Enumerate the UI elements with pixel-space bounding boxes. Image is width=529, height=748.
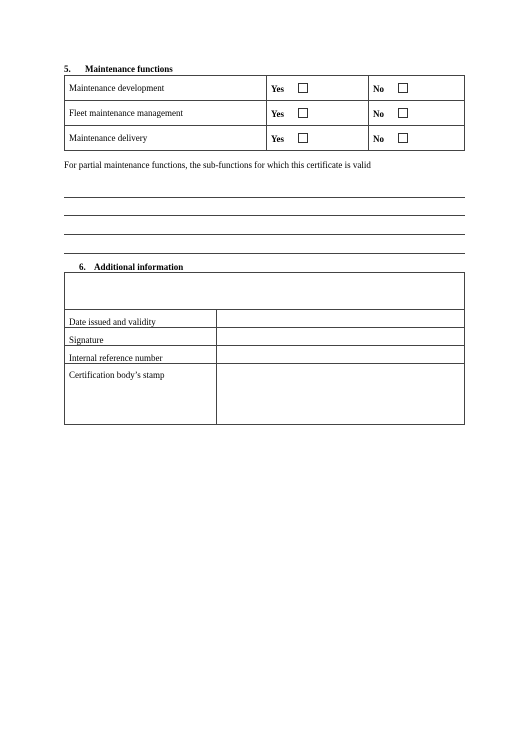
yes-cell xyxy=(267,126,369,151)
additional-information-table xyxy=(64,272,465,425)
no-label: No xyxy=(373,83,384,94)
no-label: No xyxy=(373,133,384,144)
table-row xyxy=(65,328,465,346)
yes-checkbox[interactable] xyxy=(298,83,308,93)
section-5-number: 5. xyxy=(64,64,71,74)
row-label: Date issued and validity xyxy=(65,310,217,328)
no-checkbox[interactable] xyxy=(398,83,408,93)
yes-label: Yes xyxy=(271,133,284,144)
value-cell[interactable] xyxy=(217,328,465,346)
fill-in-line[interactable] xyxy=(64,215,465,216)
no-cell xyxy=(369,76,465,101)
table-row xyxy=(65,76,465,101)
partial-functions-note: For partial maintenance functions, the sub-functions for which this certificate is valid xyxy=(64,160,371,170)
yes-label: Yes xyxy=(271,108,284,119)
row-label: Maintenance delivery xyxy=(65,126,267,151)
yes-cell xyxy=(267,76,369,101)
value-cell[interactable] xyxy=(217,310,465,328)
row-label: Certification body’s stamp xyxy=(65,364,217,425)
no-checkbox[interactable] xyxy=(398,133,408,143)
table-row xyxy=(65,101,465,126)
no-checkbox[interactable] xyxy=(398,108,408,118)
value-cell[interactable] xyxy=(217,346,465,364)
table-row xyxy=(65,310,465,328)
table-row xyxy=(65,346,465,364)
section-5-heading xyxy=(64,64,173,74)
row-label: Signature xyxy=(65,328,217,346)
yes-cell xyxy=(267,101,369,126)
no-cell xyxy=(369,101,465,126)
section-6-heading xyxy=(79,262,183,272)
section-6-title: Additional information xyxy=(94,262,184,272)
table-row xyxy=(65,126,465,151)
row-label: Fleet maintenance management xyxy=(65,101,267,126)
no-label: No xyxy=(373,108,384,119)
no-cell xyxy=(369,126,465,151)
additional-information-box[interactable] xyxy=(65,273,465,310)
section-5-title: Maintenance functions xyxy=(85,64,173,74)
fill-in-line[interactable] xyxy=(64,253,465,254)
yes-checkbox[interactable] xyxy=(298,133,308,143)
section-6-number: 6. xyxy=(79,262,86,272)
table-row xyxy=(65,273,465,310)
table-row xyxy=(65,364,465,425)
yes-label: Yes xyxy=(271,83,284,94)
row-label: Maintenance development xyxy=(65,76,267,101)
yes-checkbox[interactable] xyxy=(298,108,308,118)
fill-in-line[interactable] xyxy=(64,197,465,198)
maintenance-functions-table xyxy=(64,75,465,151)
value-cell[interactable] xyxy=(217,364,465,425)
row-label: Internal reference number xyxy=(65,346,217,364)
fill-in-line[interactable] xyxy=(64,234,465,235)
